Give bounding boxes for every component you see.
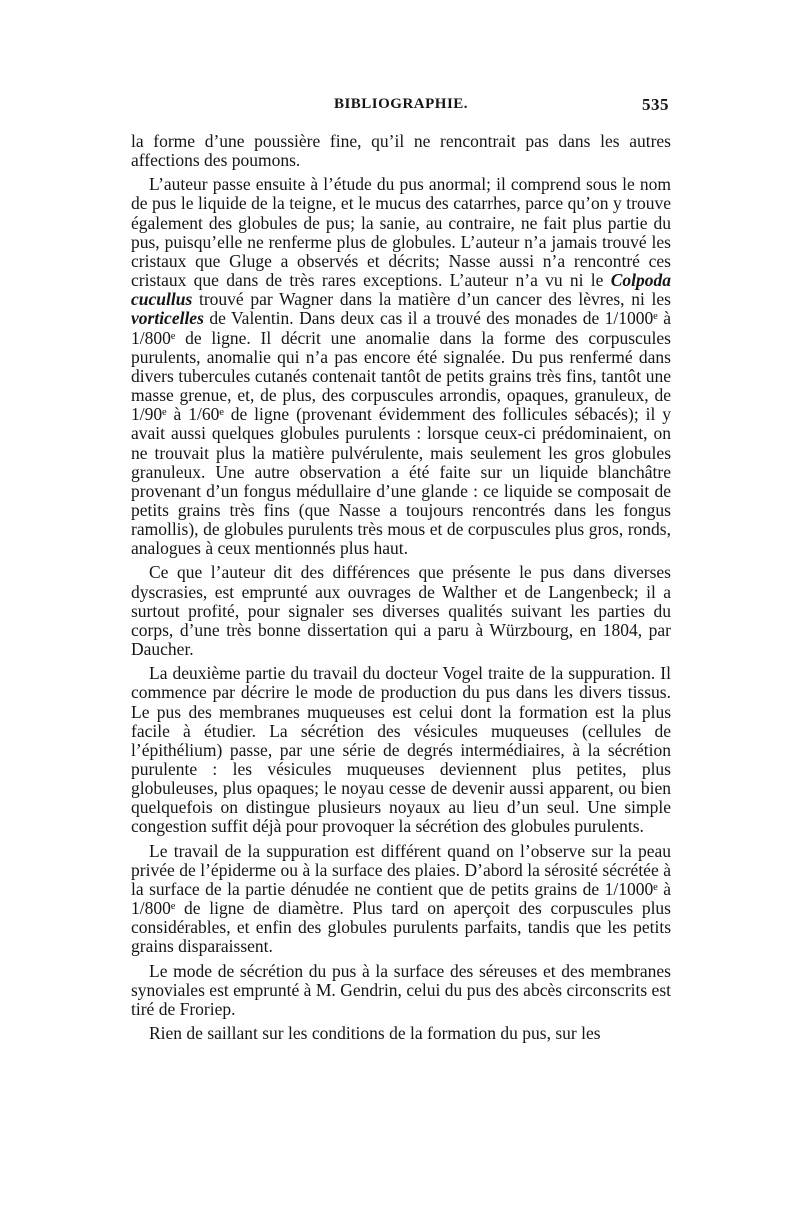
- species-name-colpoda: Colpoda cucullus: [131, 270, 671, 310]
- paragraph-5: Le travail de la suppuration est différent quand on l’observe sur la peau privée de l’épiderme ou à la surface des plaies. D’abord la sérosité sécrétée à la surface de la partie dénudée ne contient que de petits grains de 1/1000ᵉ à 1/800ᵉ de ligne de diamètre. Plus tard on aperçoit des corpuscules plus considérables, et enfin des globules purulents parfaits, tandis que les petits grains disparaissent.: [131, 840, 671, 957]
- running-title: BIBLIOGRAPHIE.: [333, 96, 469, 112]
- paragraph-1: la forme d’une poussière fine, qu’il ne rencontrait pas dans les autres affections des poumons.: [131, 131, 671, 171]
- book-page: [131, 96, 671, 1176]
- paragraph-3: Ce que l’auteur dit des différences que présente le pus dans diverses dyscrasies, est emprunté aux ouvrages de Walther et de Langenbeck; il a surtout profité, pour signaler ses diverses qualités suivant les parties du corps, d’une très bonne dissertation qui a paru à Würzbourg, en 1804, par Daucher.: [131, 562, 671, 660]
- paragraph-2-part-2: trouvé par Wagner dans la matière d’un cancer des lèvres, ni les: [192, 289, 671, 310]
- paragraph-2: [131, 175, 671, 558]
- body-text: [131, 132, 671, 1043]
- paragraph-4: La deuxième partie du travail du docteur Vogel traite de la suppuration. Il commence par décrire le mode de production du pus dans les divers tissus. Le pus des membranes muqueuses est celui dont la formation est la plus facile à étudier. La sécrétion des vésicules muqueuses (cellules de l’épithélium) passe, par une série de degrés intermédiaires, à la sécrétion purulente : les vésicules muqueuses deviennent plus petites, plus globuleuses, plus opaques; le noyau cesse de devenir aussi apparent, ou bien quelquefois on distingue plusieurs noyaux au lieu d’un seul. Une simple congestion suffit déjà pour provoquer la sécrétion des globules purulents.: [131, 663, 671, 837]
- running-header: [131, 96, 671, 118]
- paragraph-7: Rien de saillant sur les conditions de la formation du pus, sur les: [149, 1023, 601, 1044]
- page-number: 535: [642, 95, 669, 114]
- paragraph-6: Le mode de sécrétion du pus à la surface des séreuses et des membranes synoviales est emprunté à M. Gendrin, celui du pus des abcès circonscrits est tiré de Froriep.: [131, 960, 671, 1019]
- species-name-vorticelles: vorticelles: [131, 308, 204, 329]
- paragraph-2-part-3: de Valentin. Dans deux cas il a trouvé des monades de 1/1000ᵉ à 1/800ᵉ de ligne. Il décrit une anomalie dans la forme des corpuscules purulents, anomalie qui n’a pas encore été signalée. Du pus renfermé dans divers tubercules cutanés contenait tantôt de petits grains très fins, tantôt une masse grenue, et, de plus, des corpuscules arrondis, opaques, granuleux, de 1/90ᵉ à 1/60ᵉ de ligne (provenant évidemment des follicules sébacés); il y avait aussi quelques globules purulents : lorsque ceux-ci prédominaient, on ne trouvait plus la matière pulvérulente, mais seulement les gros globules granuleux. Une autre observation a été faite sur un liquide blanchâtre provenant d’un fongus médullaire d’une glande : ce liquide se composait de petits grains très fins (que Nasse a toujours rencontrés dans les fongus ramollis), de globules purulents très mous et de corpuscules plus gros, ronds, analogues à ceux mentionnés plus haut.: [131, 308, 671, 559]
- paragraph-2-part-1: L’auteur passe ensuite à l’étude du pus anormal; il comprend sous le nom de pus le liquide de la teigne, et le mucus des catarrhes, parce qu’on y trouve également des globules de pus; la sanie, au contraire, ne fait plus partie du pus, puisqu’elle ne renferme plus de globules. L’auteur n’a jamais trouvé les cristaux que Gluge a observés et décrits; Nasse aussi n’a rencontré ces cristaux que dans de très rares exceptions. L’auteur n’a vu ni le: [131, 174, 671, 291]
